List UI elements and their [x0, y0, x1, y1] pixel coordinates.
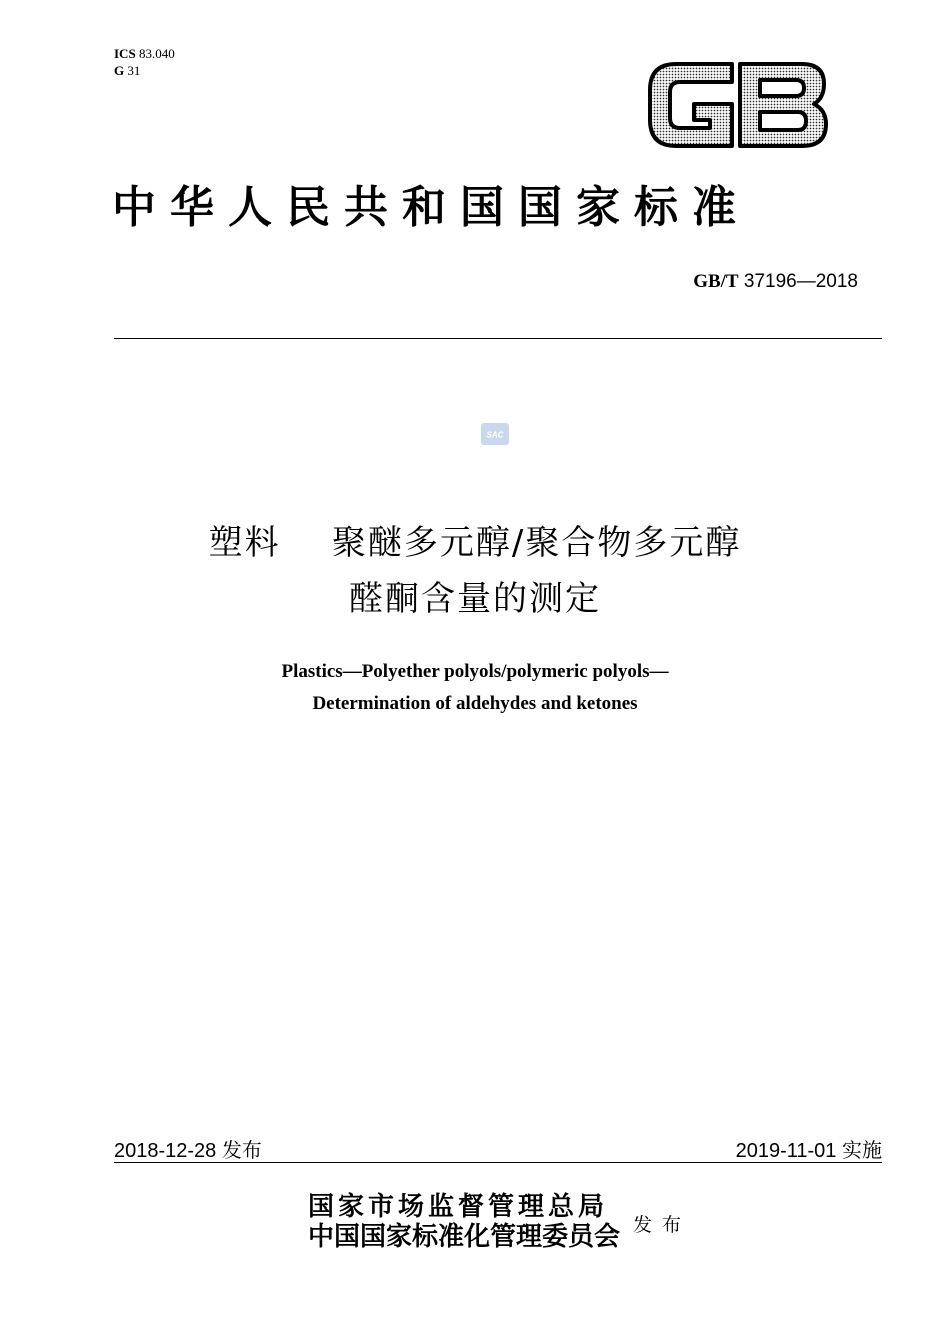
standard-number	[693, 271, 858, 293]
issue-date: 2018-12-28 发布	[114, 1140, 262, 1162]
standard-number-value: 37196—2018	[743, 271, 858, 292]
ccs-line	[114, 62, 175, 79]
implementation-date: 2019-11-01 实施	[735, 1140, 882, 1162]
publish-label: 发布	[633, 1214, 692, 1236]
ccs-label: G	[114, 63, 125, 78]
ics-code: 83.040	[138, 46, 175, 61]
standard-number-prefix: GB/T	[693, 271, 739, 292]
header-divider	[114, 338, 882, 339]
gb-logo	[644, 58, 830, 152]
classification-codes	[114, 45, 175, 79]
sac-watermark-text: SAC	[486, 430, 504, 440]
title-cn-line1: 塑料 聚醚多元醇/聚合物多元醇	[208, 523, 742, 563]
ccs-code: 31	[127, 63, 141, 78]
issuer-sac: 中国国家标准化管理委员会	[308, 1222, 621, 1252]
ics-line	[114, 45, 175, 62]
footer-divider	[114, 1162, 882, 1163]
sac-watermark	[480, 422, 510, 446]
national-standard-title: 中华人民共和国国家标准	[112, 182, 750, 233]
issuer-samr: 国家市场监督管理总局	[308, 1192, 609, 1222]
title-en-line1: Plastics—Polyether polyols/polymeric polyols—	[281, 661, 669, 682]
ics-label: ICS	[114, 46, 136, 61]
title-en-line2: Determination of aldehydes and ketones	[312, 693, 638, 714]
title-cn-line2: 醛酮含量的测定	[349, 579, 601, 619]
